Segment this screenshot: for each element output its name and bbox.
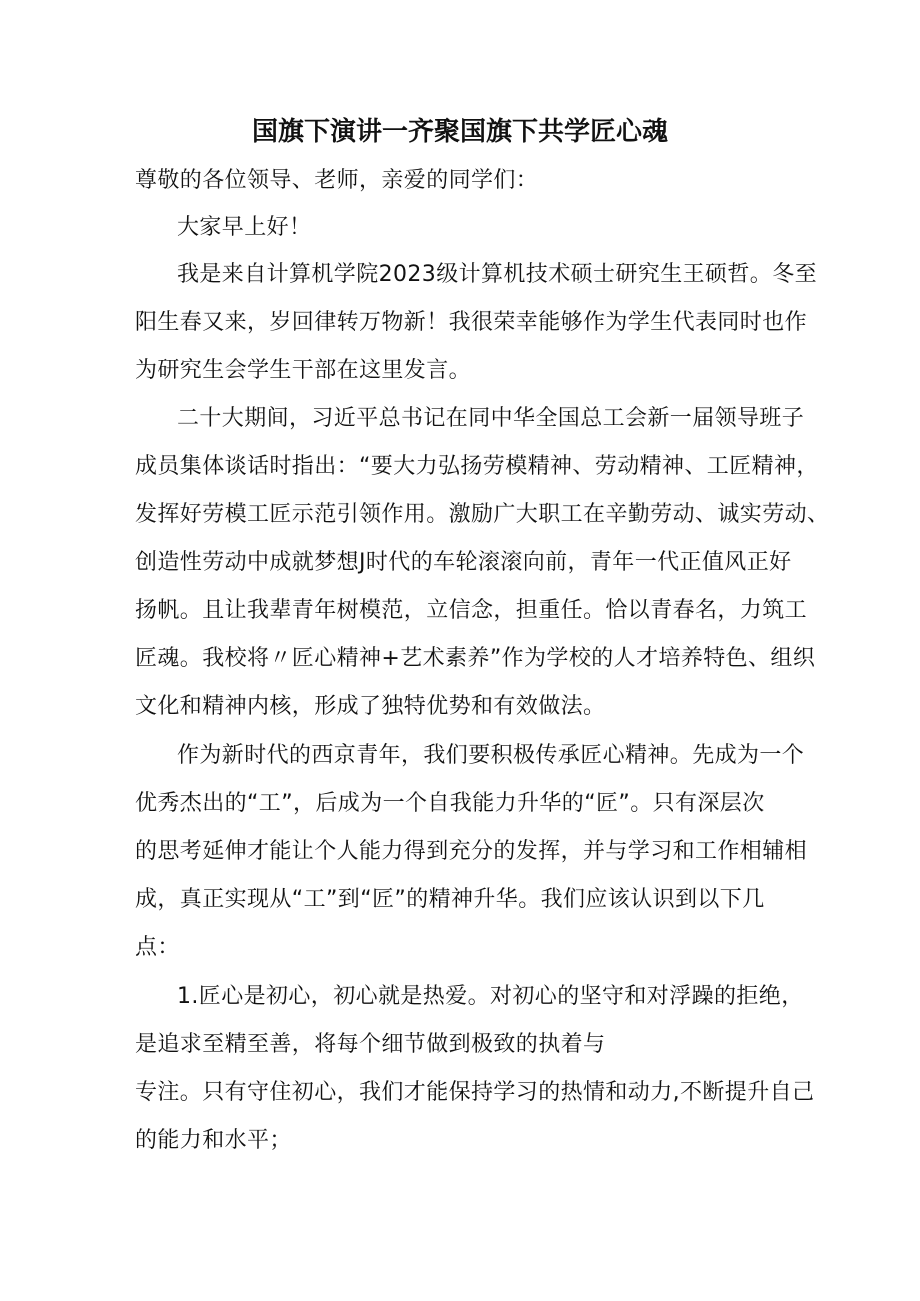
paragraph-line: 匠魂。我校将〃匠心精神+艺术素养”作为学校的人才培养特色、组织 [135, 646, 816, 671]
paragraph-line: 成，真正实现从“工”到“匠”的精神升华。我们应该认识到以下几 [135, 887, 765, 912]
paragraph-line: 点： [135, 935, 180, 960]
paragraph-line: 二十大期间，习近平总书记在同中华全国总工会新一届领导班子 [177, 406, 805, 431]
salutation-line: 尊敬的各位领导、老师，亲爱的同学们： [135, 168, 539, 193]
paragraph-line: 的思考延伸才能让个人能力得到充分的发挥，并与学习和工作相辅相 [135, 839, 808, 864]
paragraph-line: 创造性劳动中成就梦想J时代的车轮滚滚向前，青年一代正值风正好 [135, 550, 792, 575]
paragraph-line: 为研究生会学生干部在这里发言。 [135, 358, 472, 383]
paragraph-line: 文化和精神内核，形成了独特优势和有效做法。 [135, 694, 606, 719]
paragraph-line: 阳生春又来，岁回律转万物新！我很荣幸能够作为学生代表同时也作 [135, 310, 808, 335]
paragraph-line: 优秀杰出的“工”，后成为一个自我能力升华的“匠”。只有深层次 [135, 791, 765, 816]
paragraph-line: 我是来自计算机学院2023级计算机技术硕士研究生王硕哲。冬至 [177, 262, 817, 287]
greeting-line: 大家早上好！ [177, 215, 312, 240]
paragraph-line: 的能力和水平； [135, 1128, 292, 1153]
paragraph-line: 是追求至精至善，将每个细节做到极致的执着与 [135, 1032, 606, 1057]
paragraph-line: 扬帆。且让我辈青年树模范，立信念，担重任。恰以青春名，力筑工 [135, 598, 808, 623]
paragraph-line: 发挥好劳模工匠示范引领作用。激励广大职工在辛勤劳动、诚实劳动、 [135, 502, 830, 527]
paragraph-line: 作为新时代的西京青年，我们要积极传承匠心精神。先成为一个 [177, 743, 805, 768]
paragraph-line: 1.匠心是初心，初心就是热爱。对初心的坚守和对浮躁的拒绝， [177, 984, 804, 1009]
document-title: 国旗下演讲一齐聚国旗下共学匠心魂 [251, 117, 668, 147]
paragraph-line: 成员集体谈话时指出：“要大力弘扬劳模精神、劳动精神、工匠精神， [135, 454, 819, 479]
paragraph-line: 专注。只有守住初心，我们才能保持学习的热情和动力,不断提升自己 [135, 1080, 815, 1105]
